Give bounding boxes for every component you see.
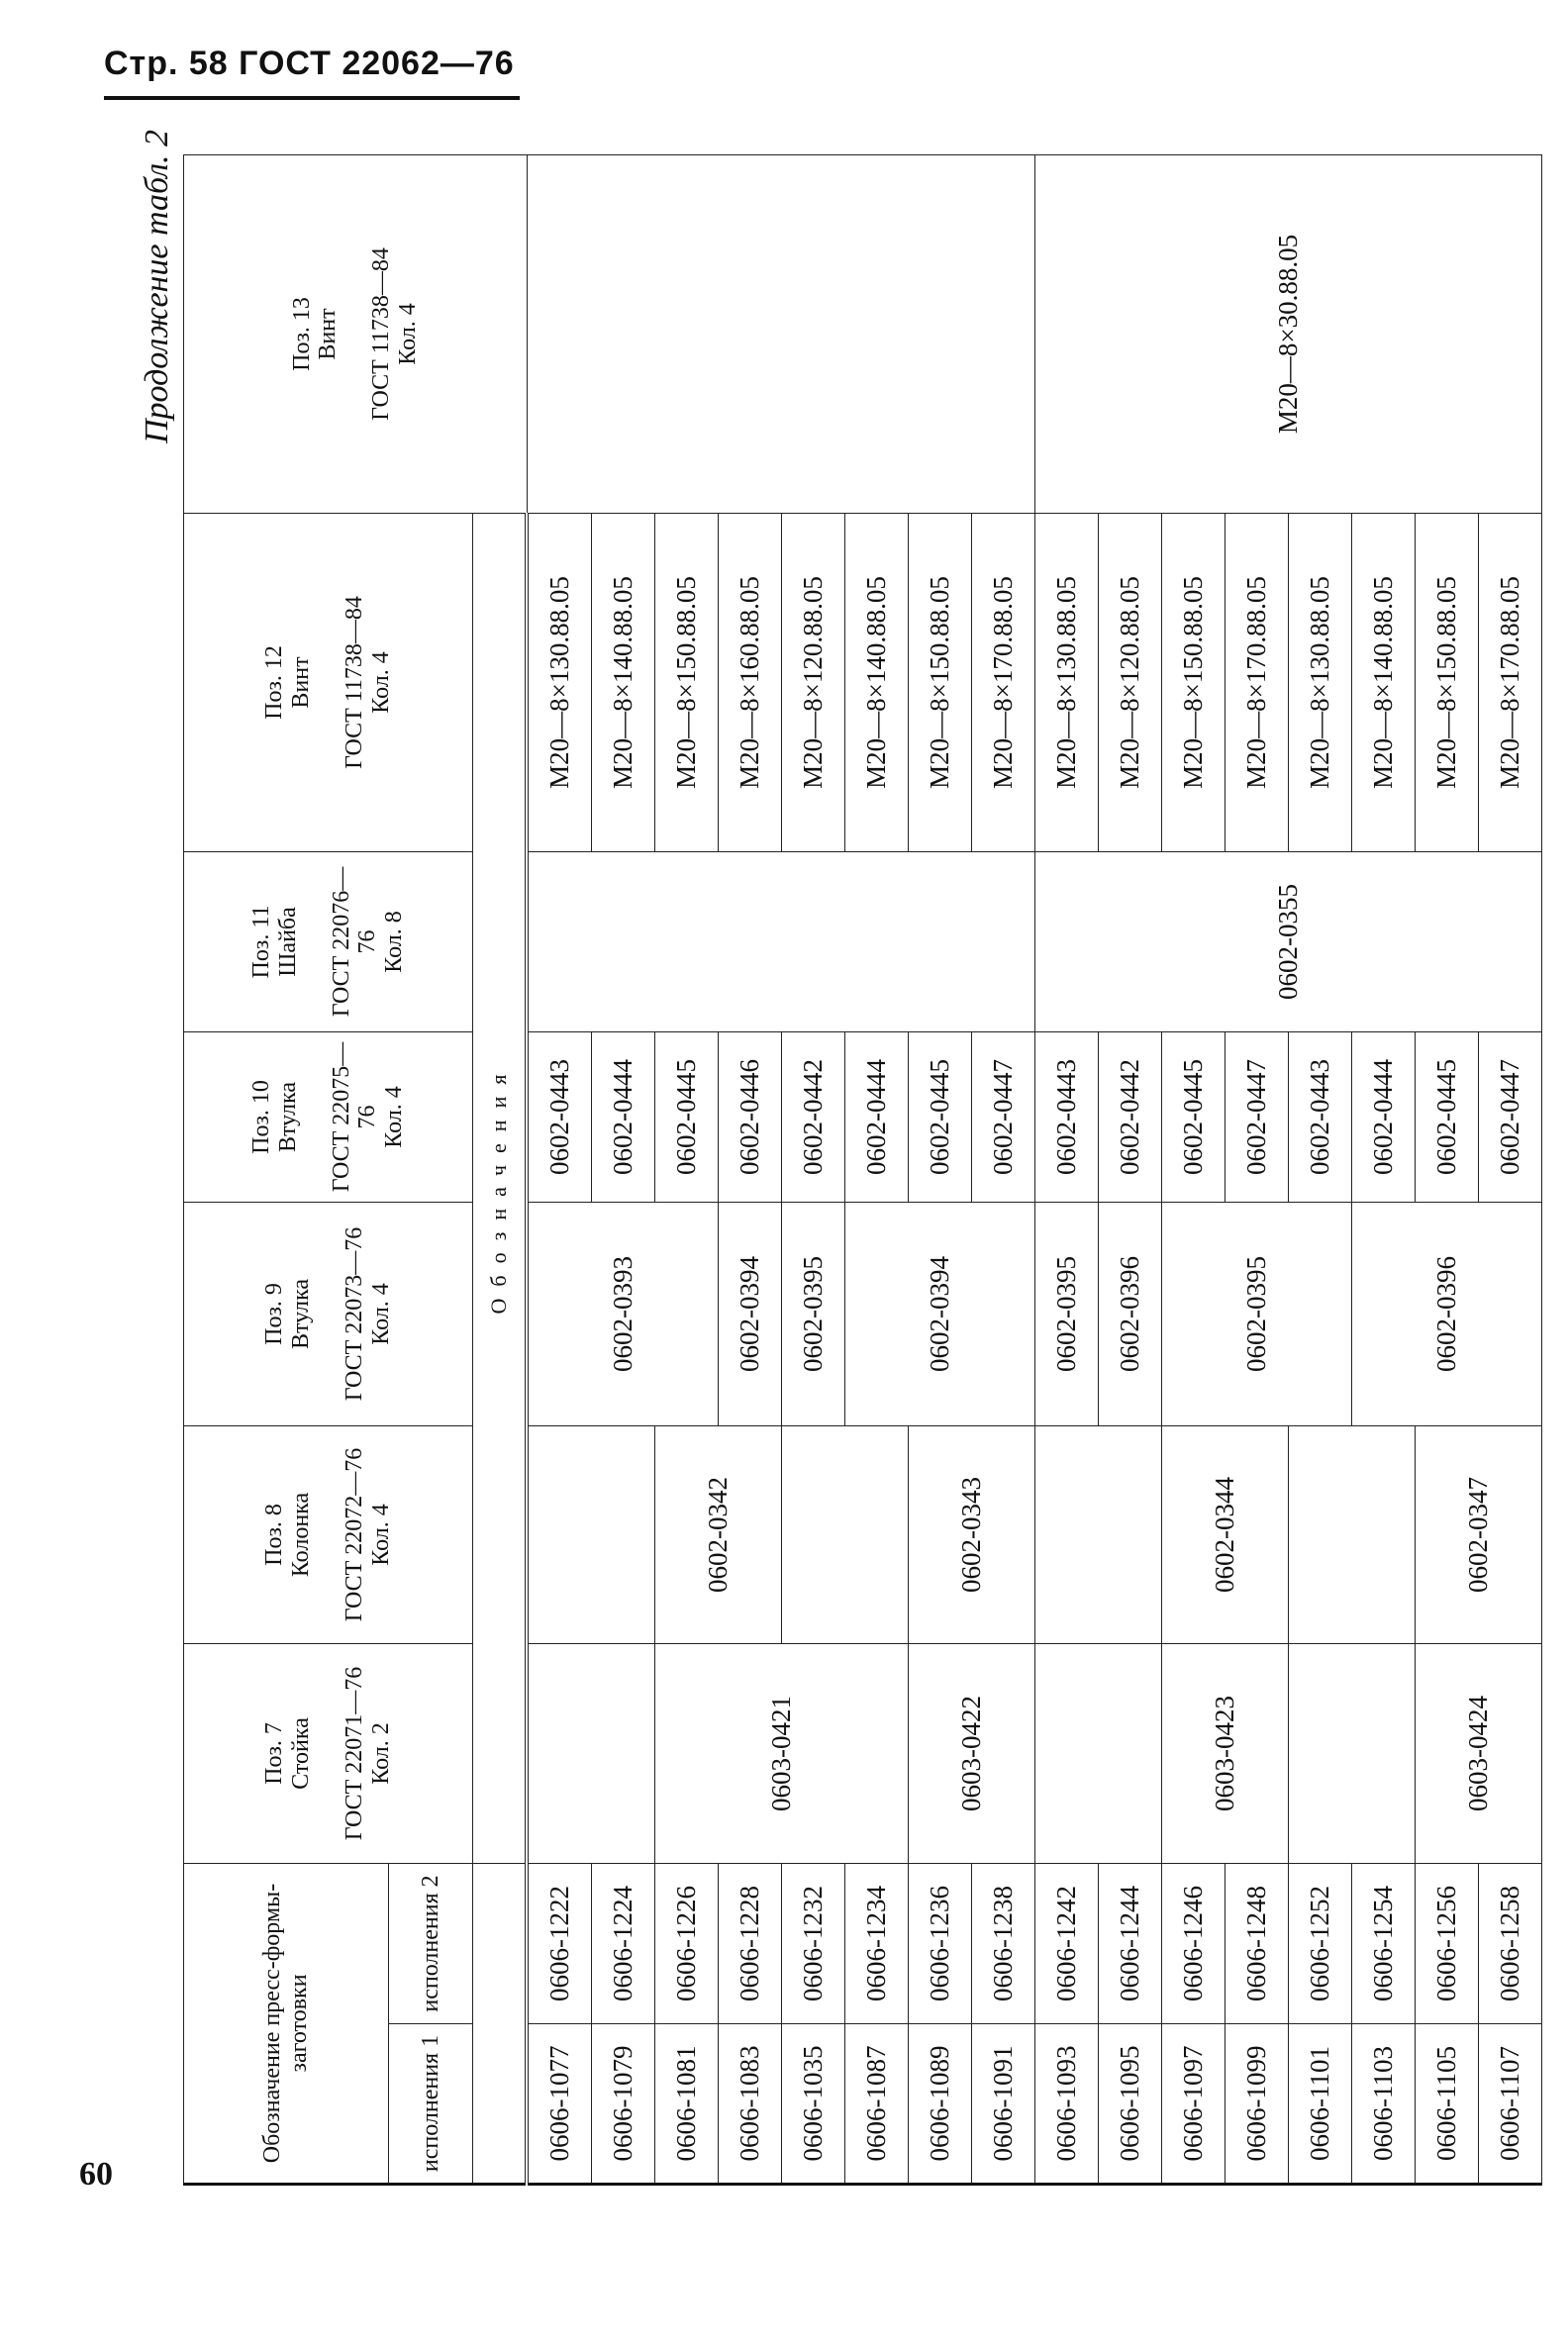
pos10-cell: 0602-0442 <box>1099 1031 1162 1202</box>
pos12-name: Винт <box>288 656 315 709</box>
exec2-cell: 0606-1232 <box>782 1863 845 2023</box>
exec2-cell: 0606-1242 <box>1035 1863 1099 2023</box>
pos11-header <box>184 851 473 1031</box>
pos12-cell: M20—8×140.88.05 <box>845 513 909 851</box>
page-number: 60 <box>79 2156 113 2193</box>
pos9-name: Втулка <box>288 1278 315 1350</box>
pos13-gost: ГОСТ 11738—84 <box>368 247 395 421</box>
table-row <box>527 154 592 2184</box>
pos7-name: Стойка <box>288 1717 315 1790</box>
pos12-cell: M20—8×160.88.05 <box>719 513 782 851</box>
pos11-qty: Кол. 8 <box>381 911 408 973</box>
pos10-cell: 0602-0443 <box>527 1031 592 1202</box>
pos10-cell: 0602-0442 <box>782 1031 845 1202</box>
exec2-cell: 0606-1254 <box>1352 1863 1416 2023</box>
pos13-pos: Поз. 13 <box>288 297 315 371</box>
exec2-cell: 0606-1226 <box>655 1863 719 2023</box>
pos10-cell: 0602-0445 <box>909 1031 972 1202</box>
parts-table <box>183 154 1542 2186</box>
header-rule <box>104 96 520 100</box>
pos12-cell: M20—8×150.88.05 <box>1416 513 1479 851</box>
pos10-cell: 0602-0444 <box>845 1031 909 1202</box>
pos8-cell: 0602-0347 <box>1416 1425 1542 1643</box>
pos9-cell: 0602-0395 <box>1162 1202 1352 1425</box>
exec1-cell: 0606-1077 <box>527 2024 592 2185</box>
pos7-header <box>184 1643 473 1863</box>
pos10-cell: 0602-0447 <box>1479 1031 1542 1202</box>
pos12-cell: M20—8×120.88.05 <box>1099 513 1162 851</box>
pos9-cell: 0602-0394 <box>845 1202 1035 1425</box>
exec1-cell: 0606-1103 <box>1352 2024 1416 2185</box>
exec1-cell: 0606-1081 <box>655 2024 719 2185</box>
pos8-cell: 0602-0343 <box>909 1425 1035 1643</box>
pos12-cell: M20—8×140.88.05 <box>592 513 655 851</box>
page-header <box>104 45 520 100</box>
pos11-name: Шайба <box>274 907 301 977</box>
designation-header: Обозначение пресс-формы-заготовки <box>184 1863 389 2184</box>
pos7-cell: 0603-0424 <box>1416 1643 1542 1863</box>
pos9-header <box>184 1202 473 1425</box>
pos9-pos: Поз. 9 <box>261 1283 288 1345</box>
pos7-cell: 0603-0421 <box>655 1643 909 1863</box>
pos7-cell <box>1035 1643 1162 1863</box>
pos9-cell: 0602-0395 <box>1035 1202 1099 1425</box>
exec1-cell: 0606-1099 <box>1225 2024 1289 2185</box>
pos8-qty: Кол. 4 <box>367 1504 394 1566</box>
exec2-cell: 0606-1256 <box>1416 1863 1479 2023</box>
exec2-cell: 0606-1258 <box>1479 1863 1542 2023</box>
pos12-cell: M20—8×170.88.05 <box>1479 513 1542 851</box>
exec2-cell: 0606-1234 <box>845 1863 909 2023</box>
exec2-cell: 0606-1228 <box>719 1863 782 2023</box>
pos12-cell: M20—8×140.88.05 <box>1352 513 1416 851</box>
pos12-cell: M20—8×150.88.05 <box>909 513 972 851</box>
pos13-cell <box>527 154 1035 513</box>
pos8-header <box>184 1425 473 1643</box>
pos11-cell <box>527 851 1035 1031</box>
pos12-cell: M20—8×170.88.05 <box>1225 513 1289 851</box>
pos12-cell: M20—8×130.88.05 <box>1035 513 1099 851</box>
pos13-header <box>184 154 528 513</box>
continuation-caption: Продолжение табл. 2 <box>139 129 175 443</box>
pos10-cell: 0602-0446 <box>719 1031 782 1202</box>
pos8-cell <box>527 1425 655 1643</box>
pos8-cell <box>1035 1425 1162 1643</box>
pos10-cell: 0602-0447 <box>1225 1031 1289 1202</box>
exec2-cell: 0606-1238 <box>972 1863 1035 2023</box>
pos10-cell: 0602-0447 <box>972 1031 1035 1202</box>
pos8-cell <box>1289 1425 1416 1643</box>
pos12-cell: M20—8×170.88.05 <box>972 513 1035 851</box>
pos8-pos: Поз. 8 <box>261 1504 288 1566</box>
pos10-cell: 0602-0444 <box>1352 1031 1416 1202</box>
table-row <box>1035 154 1099 2184</box>
pos7-pos: Поз. 7 <box>261 1722 288 1785</box>
pos12-cell: M20—8×130.88.05 <box>527 513 592 851</box>
pos10-pos: Поз. 10 <box>247 1080 274 1154</box>
pos7-gost: ГОСТ 22071—76 <box>341 1666 367 1841</box>
pos7-cell: 0603-0422 <box>909 1643 1035 1863</box>
exec2-cell: 0606-1244 <box>1099 1863 1162 2023</box>
exec1-cell: 0606-1095 <box>1099 2024 1162 2185</box>
exec2-cell: 0606-1224 <box>592 1863 655 2023</box>
rotated-table-area <box>129 129 1524 2186</box>
pos8-gost: ГОСТ 22072—76 <box>341 1447 367 1622</box>
pos9-cell: 0602-0396 <box>1099 1202 1162 1425</box>
pos12-header <box>184 513 473 851</box>
pos12-qty: Кол. 4 <box>367 651 394 714</box>
exec1-cell: 0606-1089 <box>909 2024 972 2185</box>
pos10-cell: 0602-0445 <box>655 1031 719 1202</box>
exec2-cell: 0606-1222 <box>527 1863 592 2023</box>
pos10-name: Втулка <box>274 1081 301 1153</box>
blank-header-cell <box>473 1863 528 2184</box>
exec1-cell: 0606-1093 <box>1035 2024 1099 2185</box>
pos8-cell: 0602-0342 <box>655 1425 782 1643</box>
pos12-gost: ГОСТ 11738—84 <box>341 596 367 769</box>
pos9-cell: 0602-0394 <box>719 1202 782 1425</box>
exec1-cell: 0606-1087 <box>845 2024 909 2185</box>
pos7-cell: 0603-0423 <box>1162 1643 1289 1863</box>
pos12-pos: Поз. 12 <box>261 645 288 720</box>
exec1-cell: 0606-1107 <box>1479 2024 1542 2185</box>
exec1-cell: 0606-1097 <box>1162 2024 1225 2185</box>
exec1-cell: 0606-1083 <box>719 2024 782 2185</box>
pos12-cell: M20—8×150.88.05 <box>1162 513 1225 851</box>
exec1-cell: 0606-1101 <box>1289 2024 1352 2185</box>
pos8-cell <box>782 1425 909 1643</box>
pos9-cell: 0602-0393 <box>527 1202 719 1425</box>
exec2-cell: 0606-1248 <box>1225 1863 1289 2023</box>
header-row-1 <box>184 154 389 2184</box>
pos10-cell: 0602-0443 <box>1289 1031 1352 1202</box>
pos8-cell: 0602-0344 <box>1162 1425 1289 1643</box>
designations-label: Обозначения <box>473 513 528 1863</box>
pos11-gost: ГОСТ 22076—76 <box>328 866 381 1018</box>
pos10-header <box>184 1031 473 1202</box>
exec1-cell: 0606-1091 <box>972 2024 1035 2185</box>
exec2-cell: 0606-1236 <box>909 1863 972 2023</box>
exec2-cell: 0606-1246 <box>1162 1863 1225 2023</box>
pos13-qty: Кол. 4 <box>395 303 422 365</box>
pos12-cell: M20—8×150.88.05 <box>655 513 719 851</box>
pos12-cell: M20—8×120.88.05 <box>782 513 845 851</box>
pos9-gost: ГОСТ 22073—76 <box>341 1226 367 1402</box>
pos10-qty: Кол. 4 <box>381 1086 408 1148</box>
pos10-cell: 0602-0443 <box>1035 1031 1099 1202</box>
pos10-gost: ГОСТ 22075—76 <box>328 1041 381 1193</box>
pos7-cell <box>1289 1643 1416 1863</box>
pos7-cell <box>527 1643 655 1863</box>
pos11-pos: Поз. 11 <box>247 905 274 979</box>
pos13-cell: M20—8×30.88.05 <box>1035 154 1542 513</box>
pos10-cell: 0602-0445 <box>1162 1031 1225 1202</box>
page-header-text: Стр. 58 ГОСТ 22062—76 <box>104 45 515 82</box>
pos9-cell: 0602-0395 <box>782 1202 845 1425</box>
exec2-cell: 0606-1252 <box>1289 1863 1352 2023</box>
pos11-cell: 0602-0355 <box>1035 851 1542 1031</box>
pos9-qty: Кол. 4 <box>367 1283 394 1345</box>
exec1-cell: 0606-1035 <box>782 2024 845 2185</box>
exec1-header: исполнения 1 <box>389 2024 473 2185</box>
exec2-header: исполнения 2 <box>389 1863 473 2023</box>
exec1-cell: 0606-1105 <box>1416 2024 1479 2185</box>
pos12-cell: M20—8×130.88.05 <box>1289 513 1352 851</box>
pos13-name: Винт <box>315 308 342 360</box>
pos10-cell: 0602-0445 <box>1416 1031 1479 1202</box>
pos7-qty: Кол. 2 <box>367 1722 394 1785</box>
pos9-cell: 0602-0396 <box>1352 1202 1542 1425</box>
pos10-cell: 0602-0444 <box>592 1031 655 1202</box>
exec1-cell: 0606-1079 <box>592 2024 655 2185</box>
pos8-name: Колонка <box>288 1492 315 1578</box>
